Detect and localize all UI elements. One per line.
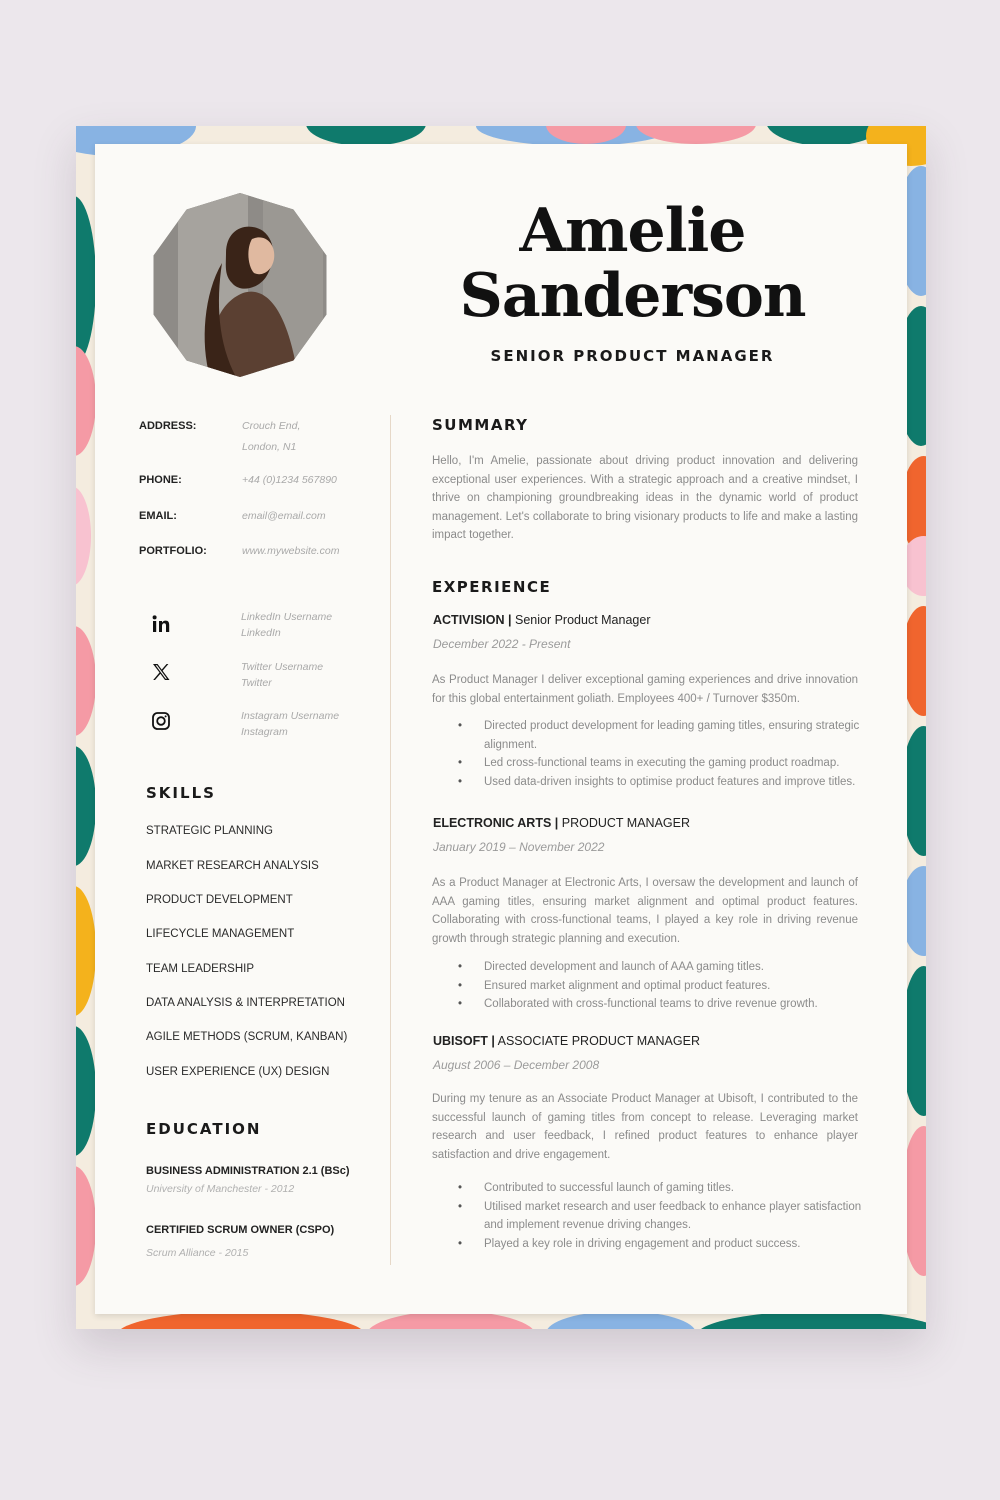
job-heading xyxy=(433,1034,700,1048)
portfolio-value: www.mywebsite.com xyxy=(242,545,340,557)
summary-heading: SUMMARY xyxy=(432,416,529,434)
job-bullet: • Collaborated with cross-functional teams to drive revenue growth. xyxy=(484,995,862,1014)
education-school: Scrum Alliance - 2015 xyxy=(146,1247,249,1259)
skill-item: DATA ANALYSIS & INTERPRETATION xyxy=(146,997,345,1009)
twitter-username: Twitter Username xyxy=(241,661,324,673)
decor-blob xyxy=(76,196,96,366)
job-bullet: • Utilised market research and user feedback to enhance player satisfaction and implement revenue driving changes. xyxy=(484,1198,862,1235)
job-description: As a Product Manager at Electronic Arts, I oversaw the development and launch of AAA gaming titles, ensuring market alignment and optimal product features. Collaborating with cross-functional teams, I played a key role in driving revenue growth through strategic planning and execution. xyxy=(432,877,858,945)
education-title: CERTIFIED SCRUM OWNER (CSPO) xyxy=(146,1224,335,1236)
job-bullets xyxy=(484,1179,862,1253)
skill-item: MARKET RESEARCH ANALYSIS xyxy=(146,860,319,872)
skill-item: TEAM LEADERSHIP xyxy=(146,963,254,975)
address-line-1: Crouch End, xyxy=(242,420,301,432)
instagram-network: Instagram xyxy=(241,726,288,738)
email-label: EMAIL: xyxy=(139,510,177,522)
address-label: ADDRESS: xyxy=(139,420,197,432)
instagram-username: Instagram Username xyxy=(241,710,340,722)
instagram-icon xyxy=(150,710,172,732)
job-role: ASSOCIATE PRODUCT MANAGER xyxy=(494,1034,700,1048)
skills-heading: SKILLS xyxy=(146,784,216,802)
summary-text: Hello, I'm Amelie, passionate about driving product innovation and delivering exceptional user experiences. With a strategic approach and a creative mindset, I thrive on championing groundbreaking ideas in the dynamic world of product management. Let's collaborate to bring visionary products to life and make a lasting impact together. xyxy=(432,455,858,542)
job-bullet: • Contributed to successful launch of gaming titles. xyxy=(484,1179,862,1198)
x-twitter-icon xyxy=(150,661,172,683)
experience-heading: EXPERIENCE xyxy=(432,578,552,596)
last-name: Sanderson xyxy=(459,261,806,331)
decor-blob xyxy=(76,626,96,736)
job-bullets xyxy=(484,958,862,1014)
job-role: PRODUCT MANAGER xyxy=(558,816,690,830)
education-title: BUSINESS ADMINISTRATION 2.1 (BSc) xyxy=(146,1165,350,1177)
decor-blob xyxy=(636,126,756,144)
decor-blob xyxy=(306,126,426,146)
skill-item: AGILE METHODS (SCRUM, KANBAN) xyxy=(146,1031,348,1043)
linkedin-network: LinkedIn xyxy=(241,627,281,639)
job-bullet: • Led cross-functional teams in executing the gaming product roadmap. xyxy=(484,754,862,773)
job-bullet: • Directed development and launch of AAA gaming titles. xyxy=(484,958,862,977)
job-title: SENIOR PRODUCT MANAGER xyxy=(490,347,775,365)
twitter-network: Twitter xyxy=(241,677,272,689)
job-bullet: • Played a key role in driving engagement and product success. xyxy=(484,1235,862,1254)
skill-item: LIFECYCLE MANAGEMENT xyxy=(146,928,295,940)
education-heading: EDUCATION xyxy=(146,1120,262,1138)
job-bullet: • Ensured market alignment and optimal product features. xyxy=(484,977,862,996)
education-school: University of Manchester - 2012 xyxy=(146,1183,295,1195)
job-bullets xyxy=(484,717,862,791)
email-value: email@email.com xyxy=(242,510,326,522)
skill-item: PRODUCT DEVELOPMENT xyxy=(146,894,293,906)
job-description: During my tenure as an Associate Product Manager at Ubisoft, I contributed to the successful launch of gaming titles from concept to release. Leveraging market research and user feedback, I refined product features to enhance player satisfaction and drive engagement. xyxy=(432,1093,858,1161)
job-heading xyxy=(433,613,650,627)
phone-value: +44 (0)1234 567890 xyxy=(242,474,337,486)
job-bullet: • Used data-driven insights to optimise product features and improve titles. xyxy=(484,773,862,792)
job-dates: December 2022 - Present xyxy=(433,637,571,651)
job-heading xyxy=(433,816,690,830)
linkedin-username: LinkedIn Username xyxy=(241,611,333,623)
portfolio-label: PORTFOLIO: xyxy=(139,545,207,557)
job-bullet: • Directed product development for leading gaming titles, ensuring strategic alignment. xyxy=(484,717,862,754)
job-company: UBISOFT | xyxy=(433,1034,495,1048)
column-divider xyxy=(390,415,391,1265)
job-company: ELECTRONIC ARTS | xyxy=(433,816,559,830)
job-description: As Product Manager I deliver exceptional gaming experiences and drive innovation for this global entertainment goliath. Employees 400+ / Turnover $350m. xyxy=(432,674,858,705)
decor-blob xyxy=(76,486,91,586)
linkedin-icon xyxy=(150,613,172,635)
job-dates: January 2019 – November 2022 xyxy=(433,840,605,854)
decor-blob xyxy=(76,1166,96,1286)
skill-item: USER EXPERIENCE (UX) DESIGN xyxy=(146,1066,330,1078)
decor-blob xyxy=(76,346,96,456)
skill-item: STRATEGIC PLANNING xyxy=(146,825,273,837)
job-dates: August 2006 – December 2008 xyxy=(433,1058,600,1072)
address-line-2: London, N1 xyxy=(242,441,297,453)
decor-blob xyxy=(76,746,96,866)
decor-blob xyxy=(76,1026,96,1156)
decor-blob xyxy=(76,886,96,1016)
job-role: Senior Product Manager xyxy=(511,613,651,627)
phone-label: PHONE: xyxy=(139,474,182,486)
first-name: Amelie xyxy=(519,196,746,266)
job-company: ACTIVISION | xyxy=(433,613,512,627)
